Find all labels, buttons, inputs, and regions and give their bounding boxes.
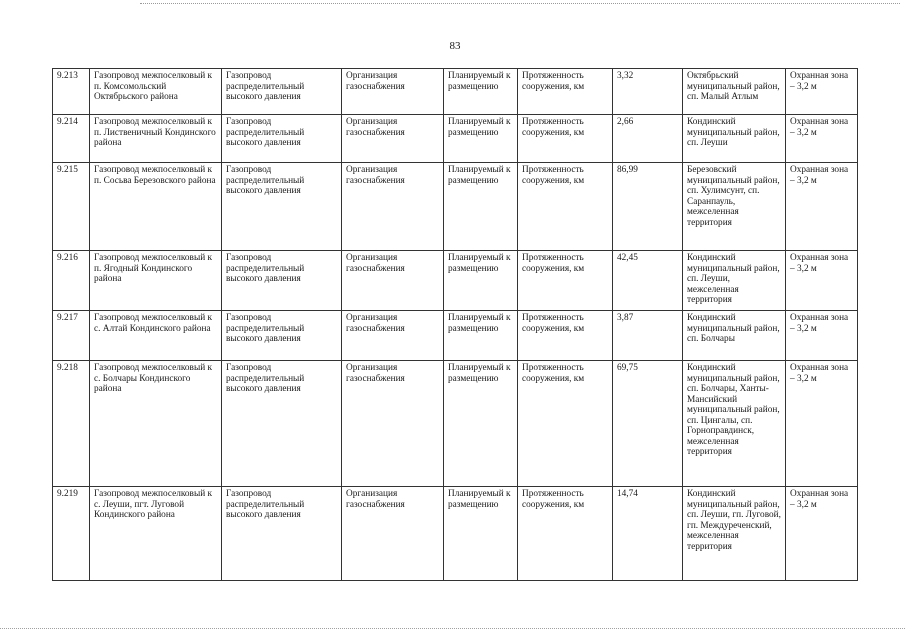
table-row xyxy=(53,115,858,163)
cell-status: Планируемый к размещению xyxy=(444,115,518,163)
cell-zone: Охранная зона – 3,2 м xyxy=(786,163,858,251)
cell-location: Кондинский муниципальный район, сп. Леуши xyxy=(683,115,786,163)
cell-type: Газопровод распределительный высокого давления xyxy=(222,361,342,487)
cell-parameter: Протяженность сооружения, км xyxy=(518,251,613,311)
cell-location: Кондинский муниципальный район, сп. Леуши, гп. Луговой, гп. Междуреченский, межселенная территория xyxy=(683,487,786,581)
cell-parameter: Протяженность сооружения, км xyxy=(518,311,613,361)
table-row xyxy=(53,163,858,251)
table-row xyxy=(53,311,858,361)
cell-number: 9.217 xyxy=(53,311,90,361)
objects-table xyxy=(52,68,858,581)
cell-name: Газопровод межпоселковый к п. Сосьва Березовского района xyxy=(90,163,222,251)
cell-name: Газопровод межпоселковый к п. Ягодный Кондинского района xyxy=(90,251,222,311)
cell-status: Планируемый к размещению xyxy=(444,163,518,251)
cell-status: Планируемый к размещению xyxy=(444,361,518,487)
cell-name: Газопровод межпоселковый к п. Комсомольский Октябрьского района xyxy=(90,69,222,115)
cell-purpose: Организация газоснабжения xyxy=(342,487,444,581)
cell-type: Газопровод распределительный высокого давления xyxy=(222,311,342,361)
cell-status: Планируемый к размещению xyxy=(444,69,518,115)
cell-value: 69,75 xyxy=(613,361,683,487)
cell-value: 2,66 xyxy=(613,115,683,163)
cell-purpose: Организация газоснабжения xyxy=(342,251,444,311)
cell-zone: Охранная зона – 3,2 м xyxy=(786,251,858,311)
cell-status: Планируемый к размещению xyxy=(444,251,518,311)
cell-number: 9.214 xyxy=(53,115,90,163)
cell-type: Газопровод распределительный высокого давления xyxy=(222,251,342,311)
table-row xyxy=(53,251,858,311)
scan-edge-bottom xyxy=(0,628,905,629)
cell-purpose: Организация газоснабжения xyxy=(342,69,444,115)
cell-name: Газопровод межпоселковый к с. Болчары Кондинского района xyxy=(90,361,222,487)
cell-number: 9.216 xyxy=(53,251,90,311)
cell-number: 9.213 xyxy=(53,69,90,115)
table-row xyxy=(53,361,858,487)
cell-purpose: Организация газоснабжения xyxy=(342,115,444,163)
cell-zone: Охранная зона – 3,2 м xyxy=(786,115,858,163)
cell-number: 9.219 xyxy=(53,487,90,581)
cell-purpose: Организация газоснабжения xyxy=(342,311,444,361)
cell-value: 42,45 xyxy=(613,251,683,311)
cell-number: 9.218 xyxy=(53,361,90,487)
scan-edge-top xyxy=(140,3,900,4)
cell-type: Газопровод распределительный высокого давления xyxy=(222,69,342,115)
cell-parameter: Протяженность сооружения, км xyxy=(518,69,613,115)
cell-status: Планируемый к размещению xyxy=(444,311,518,361)
cell-number: 9.215 xyxy=(53,163,90,251)
cell-parameter: Протяженность сооружения, км xyxy=(518,361,613,487)
cell-location: Кондинский муниципальный район, сп. Леуши, межселенная территория xyxy=(683,251,786,311)
cell-value: 86,99 xyxy=(613,163,683,251)
cell-location: Октябрьский муниципальный район, сп. Малый Атлым xyxy=(683,69,786,115)
cell-status: Планируемый к размещению xyxy=(444,487,518,581)
cell-value: 14,74 xyxy=(613,487,683,581)
cell-parameter: Протяженность сооружения, км xyxy=(518,115,613,163)
cell-value: 3,87 xyxy=(613,311,683,361)
cell-parameter: Протяженность сооружения, км xyxy=(518,487,613,581)
cell-type: Газопровод распределительный высокого давления xyxy=(222,163,342,251)
table-row xyxy=(53,487,858,581)
cell-name: Газопровод межпоселковый к п. Лиственичный Кондинского района xyxy=(90,115,222,163)
cell-location: Березовский муниципальный район, сп. Хулимсунт, сп. Саранпауль, межселенная территория xyxy=(683,163,786,251)
cell-purpose: Организация газоснабжения xyxy=(342,163,444,251)
cell-type: Газопровод распределительный высокого давления xyxy=(222,487,342,581)
cell-purpose: Организация газоснабжения xyxy=(342,361,444,487)
cell-name: Газопровод межпоселковый к с. Алтай Кондинского района xyxy=(90,311,222,361)
page-number: 83 xyxy=(449,40,461,52)
cell-location: Кондинский муниципальный район, сп. Болчары, Ханты-Мансийский муниципальный район, сп. Цингалы, сп. Горноправдинск, межселенная территория xyxy=(683,361,786,487)
cell-zone: Охранная зона – 3,2 м xyxy=(786,361,858,487)
cell-zone: Охранная зона – 3,2 м xyxy=(786,487,858,581)
cell-location: Кондинский муниципальный район, сп. Болчары xyxy=(683,311,786,361)
cell-value: 3,32 xyxy=(613,69,683,115)
cell-parameter: Протяженность сооружения, км xyxy=(518,163,613,251)
cell-zone: Охранная зона – 3,2 м xyxy=(786,69,858,115)
cell-name: Газопровод межпоселковый к с. Леуши, пгт. Луговой Кондинского района xyxy=(90,487,222,581)
table-row xyxy=(53,69,858,115)
cell-zone: Охранная зона – 3,2 м xyxy=(786,311,858,361)
cell-type: Газопровод распределительный высокого давления xyxy=(222,115,342,163)
